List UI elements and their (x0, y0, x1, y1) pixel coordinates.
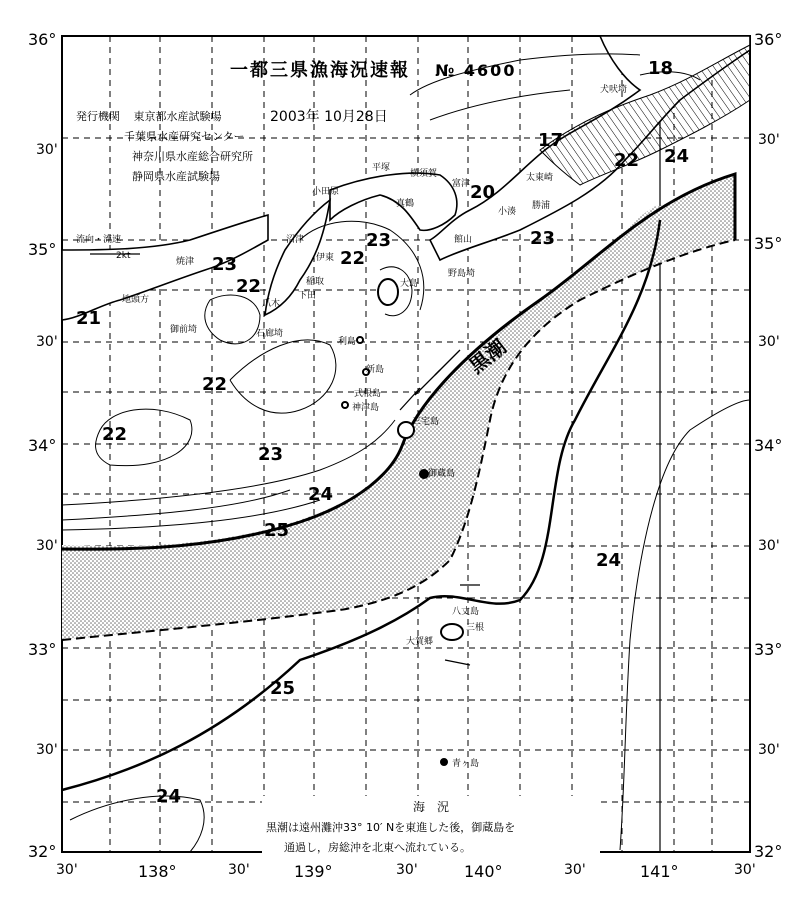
kuroshio-label: 黒潮 (464, 334, 511, 379)
place-toshima: 利島 (338, 337, 357, 347)
island-toshima (357, 337, 363, 343)
temp-label: 22 (202, 374, 228, 395)
temp-label: 24 (664, 146, 690, 167)
place-jitogata: 地頭方 (122, 295, 150, 305)
temp-label: 22 (236, 276, 262, 297)
place-kozu: 小湊 (498, 207, 517, 217)
lon-138: 138° (138, 862, 177, 881)
place-nojima: 野島埼 (448, 269, 476, 279)
temp-label: 22 (614, 150, 640, 171)
lat-33-left: 33° (28, 640, 57, 659)
temp-label: 18 (648, 58, 674, 79)
place-numazu: 沼津 (286, 235, 305, 245)
place-hachijojima: 八丈島 (452, 607, 480, 617)
kuroshio-band (62, 174, 735, 640)
place-aogashima: 青ヶ島 (452, 759, 480, 769)
island-oshima (378, 279, 398, 305)
island-mikurajima (420, 470, 428, 478)
island-aogashima (441, 759, 447, 765)
place-yaizu: 焼津 (176, 257, 195, 267)
flow-legend-speed: 2kt (116, 251, 131, 261)
place-niijima: 新島 (366, 365, 385, 375)
place-ito: 伊東 (316, 253, 335, 263)
lat-3430-right: 30' (758, 334, 780, 350)
lon-140: 140° (464, 862, 503, 881)
island-kozushima (342, 402, 348, 408)
temp-label: 24 (308, 484, 334, 505)
lat-32-left: 32° (28, 842, 57, 861)
temp-label: 22 (102, 424, 128, 445)
lat-35-left: 35° (28, 240, 57, 259)
issue-date: 2003年 10月28日 (270, 109, 388, 125)
flow-legend (76, 232, 130, 261)
lat-3530-left: 30' (36, 142, 58, 158)
temp-label: 21 (76, 308, 102, 329)
place-odawara: 小田原 (312, 187, 340, 197)
issuer-3: 神奈川県水産総合研究所 (132, 150, 253, 163)
temp-label: 23 (366, 230, 392, 251)
issuer-2: 千葉県水産研究センター (124, 130, 245, 143)
issuer-1: 東京都水産試験場 (133, 110, 222, 123)
lat-3230-right: 30' (758, 742, 780, 758)
place-kozushima: 神津島 (352, 403, 380, 413)
place-okurajima: 大賀郷 (406, 637, 434, 647)
lon-13930: 30' (396, 862, 418, 878)
temp-label: 22 (340, 248, 366, 269)
lon-14130: 30' (734, 862, 756, 878)
place-futtsu: 富津 (452, 179, 471, 189)
temp-label: 25 (270, 678, 296, 699)
lat-34-left: 34° (28, 436, 57, 455)
place-hiratsuka: 平塚 (372, 163, 391, 173)
temp-label: 17 (538, 130, 564, 151)
map-title: 一都三県漁海況速報 (230, 60, 410, 81)
lat-36-right: 36° (754, 30, 783, 49)
issuer-block (76, 108, 276, 184)
lat-33-right: 33° (754, 640, 783, 659)
temp-label: 23 (212, 254, 238, 275)
lat-3330-right: 30' (758, 538, 780, 554)
temp-label: 23 (530, 228, 556, 249)
island-hachijojima (441, 624, 463, 640)
place-shikinejima: 式根島 (354, 389, 382, 399)
place-miyakejima: 三宅島 (412, 417, 440, 427)
lon-13830: 30' (228, 862, 250, 878)
place-taito: 太東崎 (526, 173, 554, 183)
issuer-4: 静岡県水産試験場 (132, 170, 220, 183)
temp-label: 24 (596, 550, 622, 571)
lat-36-left: 36° (28, 30, 57, 49)
place-inatori: 稲取 (306, 277, 325, 287)
issuer-label: 発行機関 (76, 110, 120, 123)
place-oshima: 大島 (400, 279, 419, 289)
lat-34-right: 34° (754, 436, 783, 455)
lon-141: 141° (640, 862, 679, 881)
temp-label: 20 (470, 182, 496, 203)
place-tsumeki: 爪木 (262, 299, 281, 309)
place-tateyama: 館山 (454, 235, 473, 245)
note-heading: 海 況 (412, 800, 449, 814)
lon-139: 139° (294, 862, 333, 881)
lon-13730: 30' (56, 862, 78, 878)
lat-3230-left: 30' (36, 742, 58, 758)
temp-label: 25 (264, 520, 290, 541)
place-iroozaki: 石廊埼 (256, 329, 284, 339)
flow-legend-label: 流向・流速 (76, 235, 122, 245)
lat-3530-right: 30' (758, 132, 780, 148)
place-omaezaki: 御前埼 (170, 325, 198, 335)
place-katsuura: 勝浦 (532, 201, 551, 211)
lat-32-right: 32° (754, 842, 783, 861)
place-yokosuka: 横須賀 (410, 169, 438, 179)
lat-3330-left: 30' (36, 538, 58, 554)
note-line-2: 通過し，房総沖を北東へ流れている。 (284, 841, 471, 854)
place-inubo: 犬吠埼 (600, 85, 628, 95)
place-mikurajima: 御蔵島 (428, 469, 456, 479)
lat-3430-left: 30' (36, 334, 58, 350)
place-shimoda: 下田 (298, 291, 317, 301)
note-line-1: 黒潮は遠州灘沖33° 10′ Nを東進した後，御蔵島を (266, 821, 516, 834)
sea-condition-note (262, 796, 600, 857)
lon-14030: 30' (564, 862, 586, 878)
temp-label: 24 (156, 786, 182, 807)
place-manazuru: 真鶴 (396, 199, 415, 209)
temp-label: 23 (258, 444, 284, 465)
issue-number: № 4600 (435, 61, 517, 80)
lat-35-right: 35° (754, 234, 783, 253)
place-mikura-reef: 三根 (466, 623, 485, 633)
title-block (230, 56, 560, 82)
